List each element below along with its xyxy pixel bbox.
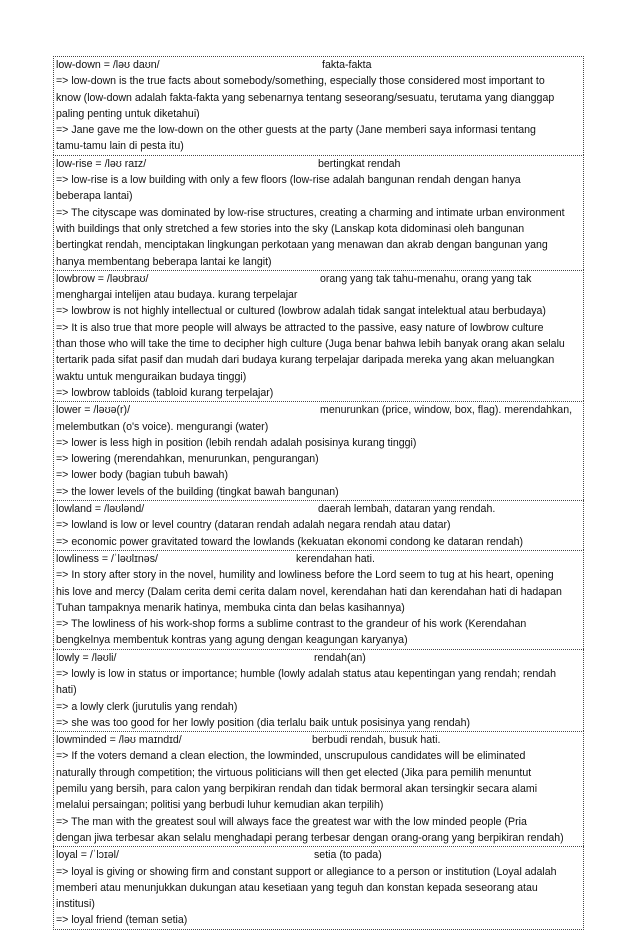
entry-heading <box>56 650 581 666</box>
entry-text-line: => If the voters demand a clean election, the lowminded, unscrupulous candidates will be eliminated <box>56 750 526 763</box>
vocab-entry <box>53 56 584 155</box>
entry-text-line: melembutkan (o's voice). mengurangi (water) <box>56 420 269 433</box>
entry-meaning: orang yang tak tahu-menahu, orang yang tak <box>320 272 532 285</box>
entry-term: lowbrow = /ləʊbraʊ/ <box>56 272 149 285</box>
entry-meaning: kerendahan hati. <box>296 552 375 565</box>
entry-text-line: => economic power gravitated toward the lowlands (kekuatan ekonomi condong ke dataran rendah) <box>56 535 523 548</box>
entry-text-line: => lowland is low or level country (dataran rendah adalah negara rendah atau datar) <box>56 519 451 532</box>
entry-text-line: => low-rise is a low building with only a few floors (low-rise adalah bangunan rendah dengan hanya <box>56 174 521 187</box>
entry-meaning: berbudi rendah, busuk hati. <box>312 734 441 747</box>
entry-heading <box>56 156 581 172</box>
entry-text-line: paling penting untuk diketahui) <box>56 107 200 120</box>
vocabulary-list <box>53 56 584 930</box>
entry-text-line: => In story after story in the novel, humility and lowliness before the Lord seem to tug at his heart, opening <box>56 569 554 582</box>
entry-text-line: => Jane gave me the low-down on the other guests at the party (Jane memberi saya informasi tentang <box>56 124 536 137</box>
entry-text-line: => It is also true that more people will always be attracted to the passive, easy nature of lowbrow culture <box>56 321 544 334</box>
entry-term: loyal = /ˈlɔɪəl/ <box>56 849 119 862</box>
entry-text-line: tamu-tamu lain di pesta itu) <box>56 140 184 153</box>
entry-term: lowland = /ləʊlənd/ <box>56 503 145 516</box>
entry-term: low-down = /ləʊ daʊn/ <box>56 59 160 71</box>
entry-text-line: => The man with the greatest soul will always face the greatest war with the low minded people (Pria <box>56 815 527 828</box>
entry-term: lowminded = /ləʊ maɪndɪd/ <box>56 734 182 747</box>
entry-text-line: => lowbrow tabloids (tabloid kurang terpelajar) <box>56 386 274 399</box>
entry-text-line: => a lowly clerk (jurutulis yang rendah) <box>56 700 238 713</box>
entry-meaning: daerah lembah, dataran yang rendah. <box>318 503 496 516</box>
entry-heading <box>56 847 581 863</box>
entry-meaning: fakta-fakta <box>322 59 372 71</box>
entry-meaning: bertingkat rendah <box>318 157 401 170</box>
entry-text-line: waktu untuk menguraikan budaya tinggi) <box>56 370 247 383</box>
entry-heading <box>56 271 581 287</box>
entry-text-line: => loyal friend (teman setia) <box>56 914 188 927</box>
entry-text-line: memberi atau menunjukkan dukungan atau kesetiaan yang teguh dan konstan kepada seseorang atau <box>56 881 538 894</box>
entry-text-line: pemilu yang bersih, para calon yang berpikiran rendah dan tidak bermoral akan tersingkir secara alami <box>56 783 538 796</box>
entry-text-line: => loyal is giving or showing firm and constant support or allegiance to a person or institution (Loyal adalah <box>56 865 557 878</box>
entry-text-line: hati) <box>56 684 77 697</box>
vocab-entry <box>53 500 584 550</box>
entry-meaning: setia (to pada) <box>314 849 382 862</box>
vocab-entry <box>53 401 584 500</box>
entry-text-line: => the lower levels of the building (tingkat bawah bangunan) <box>56 485 339 498</box>
entry-term: lowly = /ləʊli/ <box>56 651 117 664</box>
entry-text-line: => low-down is the true facts about somebody/something, especially those considered most important to <box>56 75 545 88</box>
entry-text-line: bengkelnya membentuk kontras yang agung dengan keagungan karyanya) <box>56 634 408 647</box>
entry-text-line: => lower body (bagian tubuh bawah) <box>56 469 228 482</box>
entry-term: lowliness = /ˈləʊlɪnəs/ <box>56 552 158 565</box>
entry-text-line: bertingkat rendah, menciptakan lingkungan perkotaan yang menawan dan akrab dengan bangunan yang <box>56 239 548 252</box>
vocab-entry <box>53 649 584 731</box>
entry-text-line: Tuhan tampaknya menarik hatinya, membuka cinta dan belas kasihannya) <box>56 601 405 614</box>
entry-text-line: => The lowliness of his work-shop forms a sublime contrast to the grandeur of his work (Kerendahan <box>56 618 527 631</box>
entry-text-line: know (low-down adalah fakta-fakta yang sebenarnya tentang seseorang/sesuatu, terutama yang dianggap <box>56 91 555 104</box>
entry-text-line: beberapa lantai) <box>56 190 133 203</box>
entry-text-line: with buildings that only stretched a few stories into the sky (Lanskap kota didominasi oleh bangunan <box>56 222 525 235</box>
entry-text-line: menghargai intelijen atau budaya. kurang terpelajar <box>56 289 298 302</box>
entry-heading <box>56 501 581 517</box>
vocab-entry <box>53 550 584 649</box>
vocab-entry <box>53 155 584 270</box>
entry-text-line: tertarik pada sifat pasif dan mudah dari budaya kurang terpelajar daripada mereka yang akan meluangkan <box>56 354 555 367</box>
entry-term: lower = /ləʊə(r)/ <box>56 404 131 417</box>
entry-text-line: melalui persaingan; politisi yang berbudi luhur kemudian akan terpilih) <box>56 799 384 812</box>
entry-heading <box>56 402 581 418</box>
entry-heading <box>56 57 581 73</box>
vocab-entry <box>53 270 584 401</box>
entry-term: low-rise = /ləʊ raɪz/ <box>56 157 147 170</box>
entry-text-line: => lowbrow is not highly intellectual or cultured (lowbrow adalah tidak sangat intelektual atau berbudaya) <box>56 305 546 318</box>
entry-text-line: his love and mercy (Dalam cerita demi cerita dalam novel, kerendahan hati dan kerendahan hati di hadapan <box>56 585 562 598</box>
entry-heading <box>56 551 581 567</box>
entry-text-line: naturally through competition; the virtuous politicians will then get elected (Jika para pemilih menuntut <box>56 766 532 779</box>
entry-text-line: hanya membentang beberapa lantai ke langit) <box>56 255 272 268</box>
entry-text-line: => The cityscape was dominated by low-rise structures, creating a charming and intimate urban environment <box>56 206 565 219</box>
vocab-entry <box>53 846 584 929</box>
entry-heading <box>56 732 581 748</box>
entry-text-line: than those who will take the time to decipher high culture (Juga benar bahwa lebih banyak orang akan selalu <box>56 338 565 351</box>
entry-text-line: => lowly is low in status or importance; humble (lowly adalah status atau kepentingan yang rendah; rendah <box>56 667 556 680</box>
entry-text-line: => lower is less high in position (lebih rendah adalah posisinya kurang tinggi) <box>56 436 417 449</box>
entry-text-line: => she was too good for her lowly position (dia terlalu baik untuk posisinya yang rendah) <box>56 716 470 729</box>
entry-meaning: rendah(an) <box>314 651 366 664</box>
entry-text-line: dengan jiwa terbesar akan selalu menghadapi perang terbesar dengan orang-orang yang berpikiran rendah) <box>56 831 564 844</box>
entry-meaning: menurunkan (price, window, box, flag). merendahkan, <box>320 404 573 417</box>
entry-text-line: => lowering (merendahkan, menurunkan, pengurangan) <box>56 453 319 466</box>
entry-text-line: institusi) <box>56 898 95 911</box>
vocab-entry <box>53 731 584 846</box>
